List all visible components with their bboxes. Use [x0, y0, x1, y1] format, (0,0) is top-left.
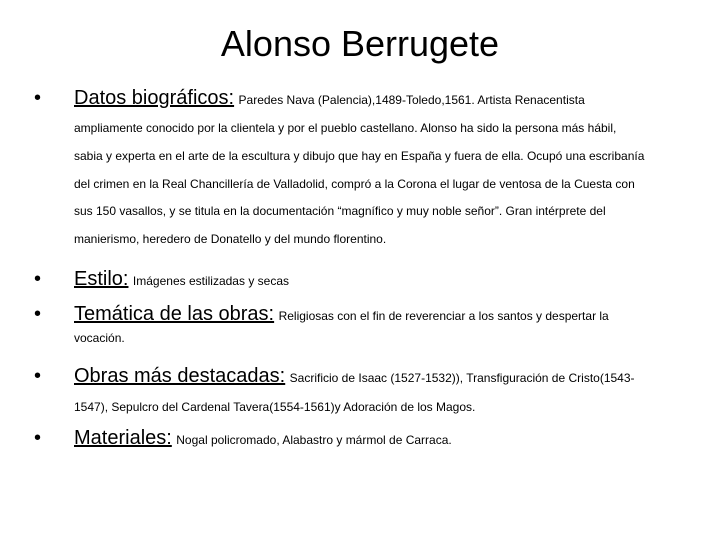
- bullet-heading: Temática de las obras:: [74, 303, 275, 325]
- bullet-dot: •: [34, 268, 42, 290]
- bullet-dot: •: [34, 87, 42, 109]
- bullet-continuation-line: del crimen en la Real Chancillería de Valladolid, compró a la Corona el lugar de ventosa de la Cuesta con: [74, 177, 635, 191]
- bullet-heading: Datos biográficos:: [74, 87, 235, 109]
- bullet-continuation-line: ampliamente conocido por la clientela y por el pueblo castellano. Alonso ha sido la persona más hábil,: [74, 121, 617, 135]
- bullet-text: Nogal policromado, Alabastro y mármol de Carraca.: [176, 433, 452, 447]
- bullet-text: Imágenes estilizadas y secas: [132, 274, 289, 288]
- bullet-continuation-line: manierismo, heredero de Donatello y del mundo florentino.: [74, 232, 387, 246]
- bullet-first-line: [74, 87, 585, 110]
- bullet-first-line: [74, 365, 635, 388]
- bullet-dot: •: [34, 365, 42, 387]
- slide-title: Alonso Berrugete: [220, 23, 500, 64]
- bullet-continuation-line: sabia y experta en el arte de la escultura y dibujo que hay en España y fuera de ella. Ocupó una escribanía: [74, 149, 645, 163]
- bullet-first-line: [74, 268, 289, 291]
- bullet-heading: Estilo:: [74, 268, 129, 290]
- bullet-continuation-line: sus 150 vasallos, y se titula en la documentación “magnífico y muy noble señor”. Gran intérprete del: [74, 204, 606, 218]
- bullet-dot: •: [34, 427, 42, 449]
- bullet-text: Religiosas con el fin de reverenciar a los santos y despertar la: [278, 309, 609, 323]
- bullet-dot: •: [34, 303, 42, 325]
- bullet-heading: Obras más destacadas:: [74, 365, 286, 387]
- bullet-continuation-line: vocación.: [74, 331, 125, 345]
- bullet-continuation-line: 1547), Sepulcro del Cardenal Tavera(1554-1561)y Adoración de los Magos.: [74, 400, 476, 414]
- bullet-text: Paredes Nava (Palencia),1489-Toledo,1561. Artista Renacentista: [238, 93, 585, 107]
- bullet-first-line: [74, 427, 452, 450]
- bullet-heading: Materiales:: [74, 427, 172, 449]
- bullet-first-line: [74, 303, 609, 326]
- bullet-text: Sacrificio de Isaac (1527-1532)), Transfiguración de Cristo(1543-: [289, 371, 635, 385]
